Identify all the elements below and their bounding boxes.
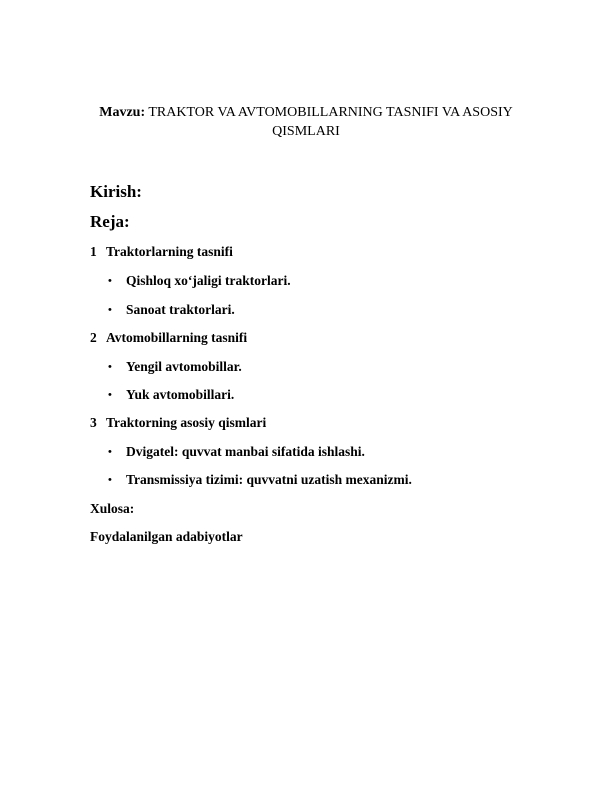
conclusion-heading: Xulosa:	[90, 501, 135, 516]
list-item-text: Yuk avtomobillari.	[126, 387, 235, 402]
bullet-icon: •	[108, 474, 112, 486]
bullet-icon: •	[108, 304, 112, 316]
plan-heading: Reja:	[90, 212, 130, 231]
section-label: Avtomobillarning tasnifi	[106, 330, 248, 345]
list-item	[108, 359, 242, 375]
page-title	[80, 103, 532, 141]
topic-label: Mavzu:	[99, 105, 146, 120]
list-item-text: Yengil avtomobillar.	[126, 359, 242, 374]
intro-heading: Kirish:	[90, 182, 142, 201]
list-item	[108, 387, 234, 403]
list-item	[108, 273, 291, 289]
topic-text: TRAKTOR VA AVTOMOBILLARNING TASNIFI VA ASOSIY QISMLARI	[145, 105, 513, 139]
section-label: Traktorning asosiy qismlari	[106, 415, 267, 430]
bullet-icon: •	[108, 275, 112, 287]
section-1-title	[90, 244, 233, 260]
section-2-title	[90, 330, 247, 346]
bullet-icon: •	[108, 361, 112, 373]
list-item-text: Sanoat traktorlari.	[126, 302, 235, 317]
section-number: 1	[90, 244, 97, 259]
list-item	[108, 444, 365, 460]
bullet-icon: •	[108, 446, 112, 458]
list-item-text: Dvigatel: quvvat manbai sifatida ishlashi.	[126, 444, 365, 459]
list-item	[108, 302, 235, 318]
section-number: 2	[90, 330, 97, 345]
section-3-title	[90, 415, 266, 431]
list-item-text: Transmissiya tizimi: quvvatni uzatish mexanizmi.	[126, 472, 412, 487]
references-heading: Foydalanilgan adabiyotlar	[90, 529, 243, 544]
bullet-icon: •	[108, 389, 112, 401]
list-item-text: Qishloq xo‘jaligi traktorlari.	[126, 273, 291, 288]
section-label: Traktorlarning tasnifi	[106, 244, 233, 259]
list-item	[108, 472, 412, 488]
section-number: 3	[90, 415, 97, 430]
